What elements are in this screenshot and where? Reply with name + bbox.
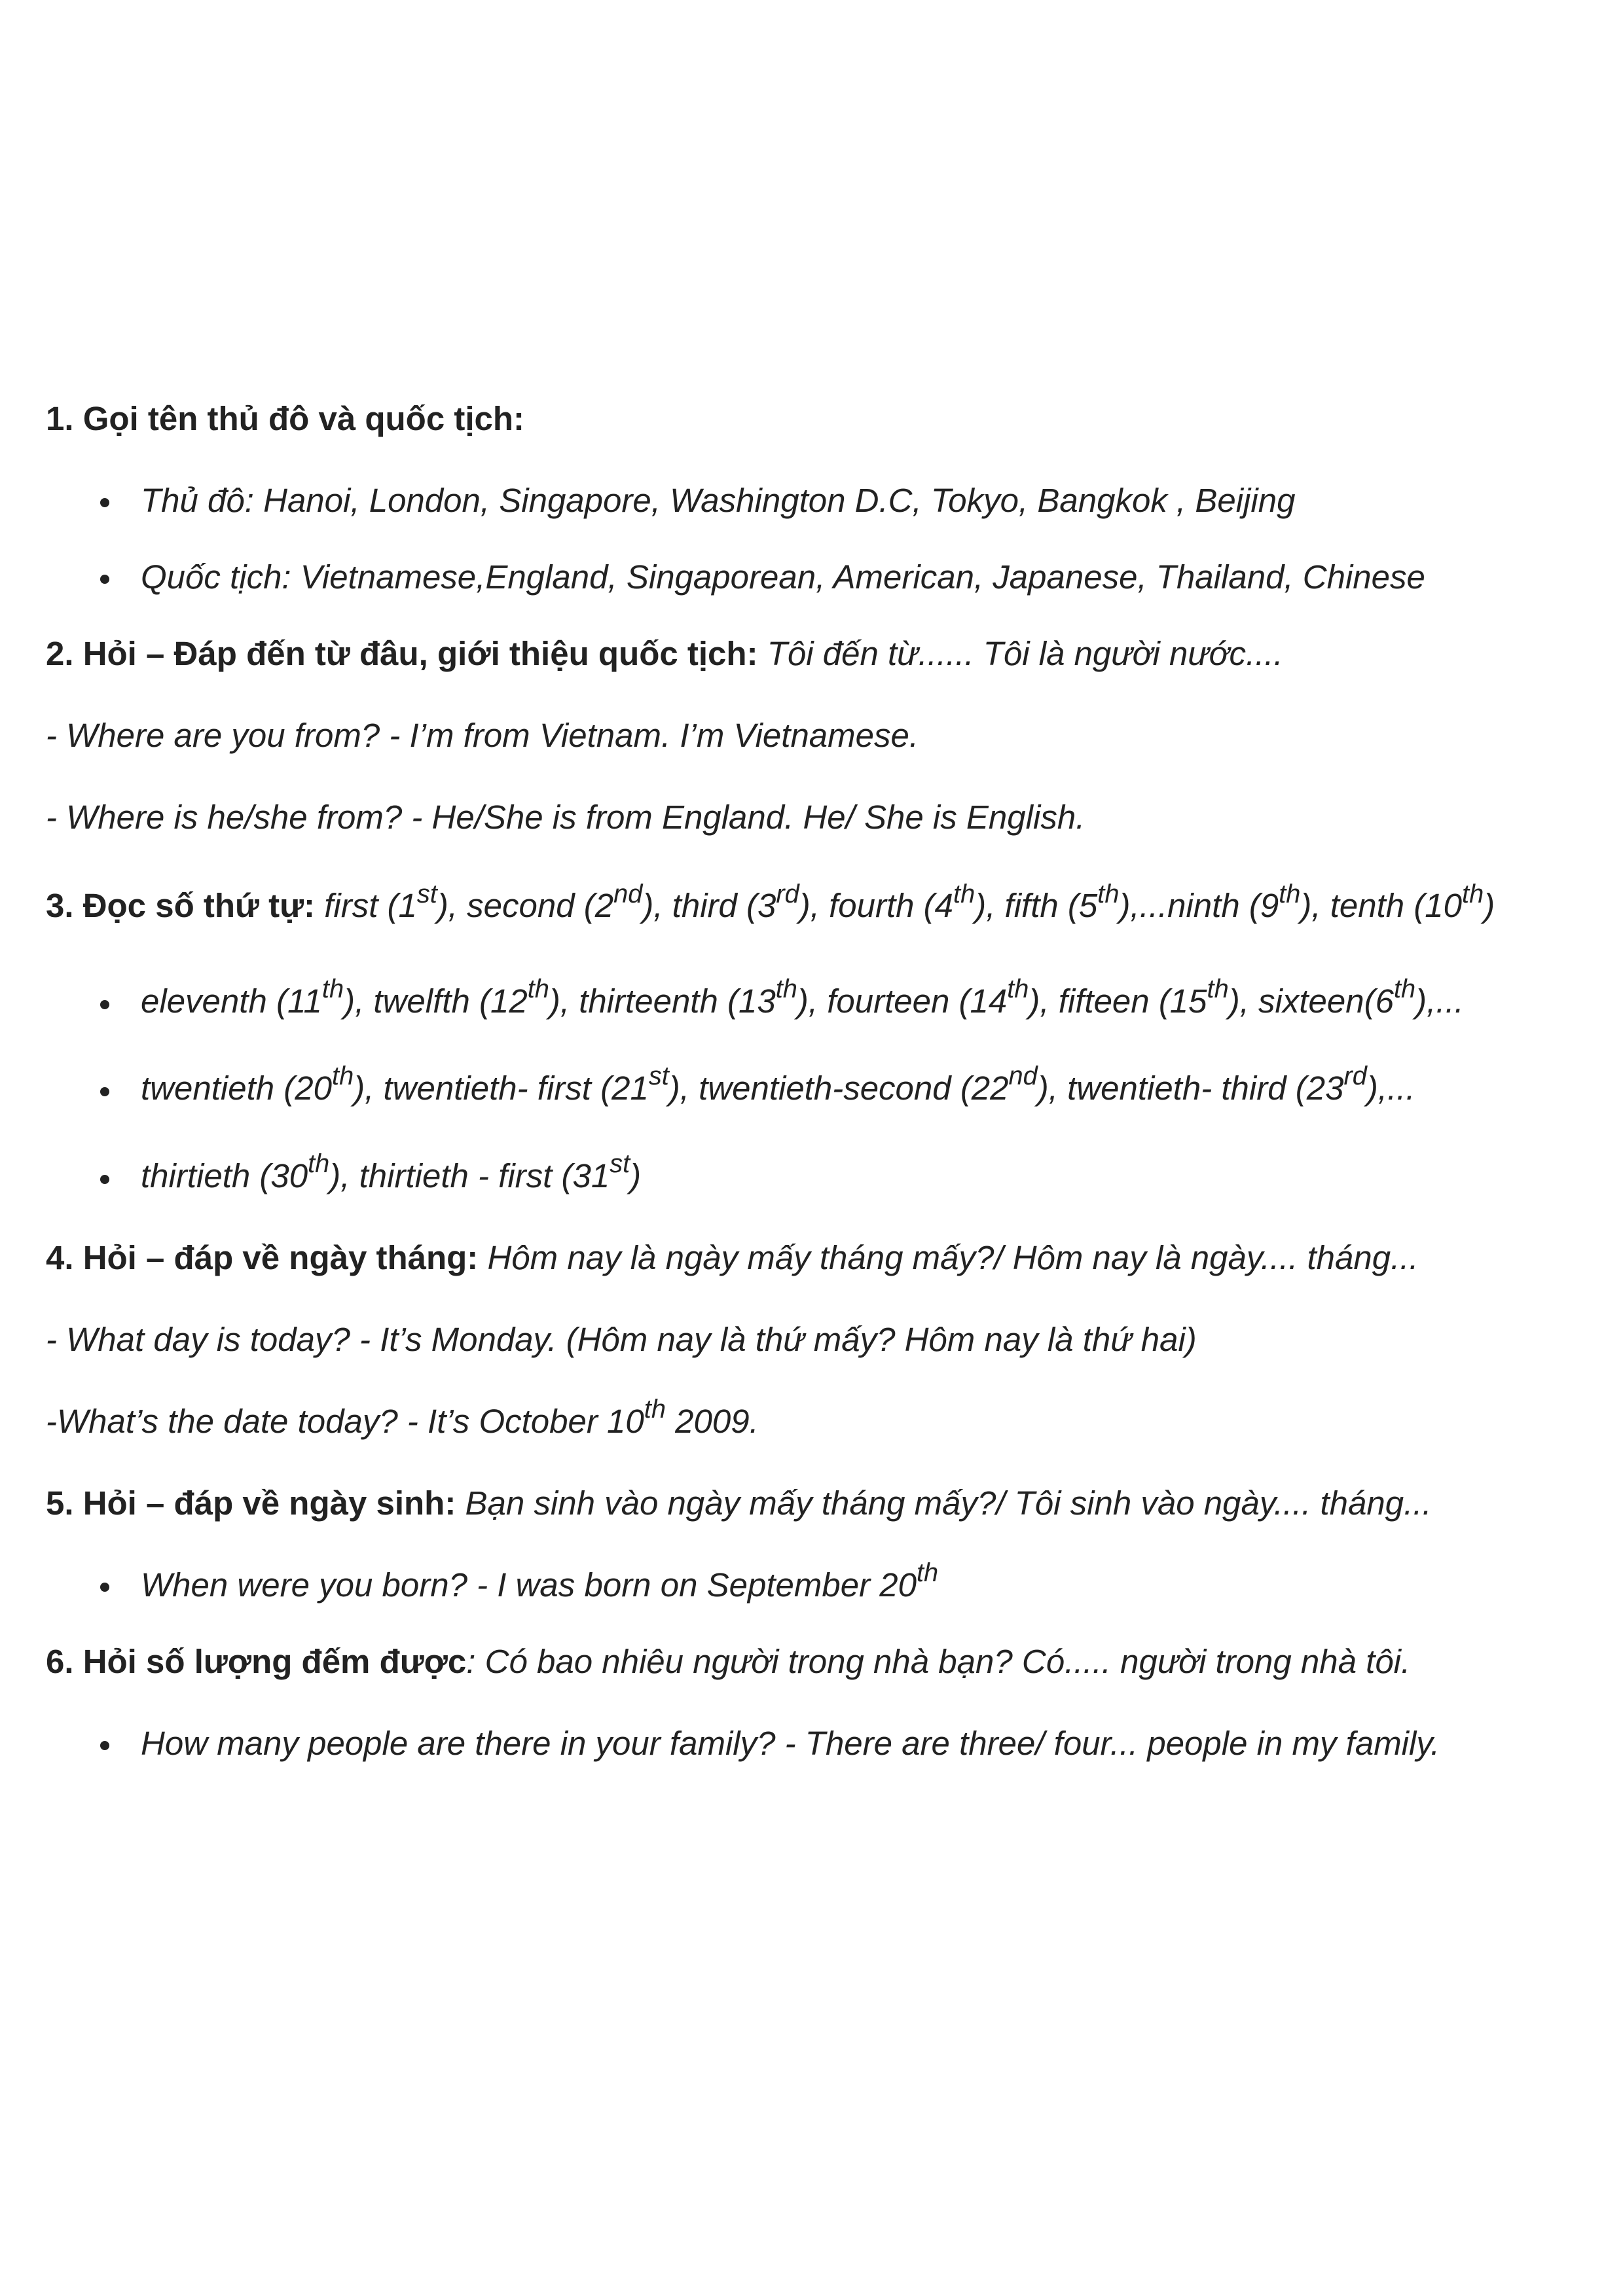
list-item-born: When were you born? - I was born on September 20th <box>141 1559 1571 1611</box>
section-5-heading <box>46 1477 1571 1529</box>
list-item-ordinals-30-31: thirtieth (30th), thirtieth - first (31st) <box>141 1143 1571 1208</box>
section-2-example-1: - Where are you from? - I’m from Vietnam. I’m Vietnamese. <box>46 717 919 755</box>
section-4-example-1: - What day is today? - It’s Monday. (Hôm nay là thứ mấy? Hôm nay là thứ hai) <box>46 1321 1197 1359</box>
section-5-list <box>46 1559 1571 1611</box>
section-1-list <box>46 475 1571 603</box>
section-3-ordinals: first (1st), second (2nd), third (3rd), fourth (4th), fifth (5th),...ninth (9th), tenth (10th) <box>315 879 1495 925</box>
list-item-family: How many people are there in your family? - There are three/ four... people in my family. <box>141 1717 1571 1769</box>
section-3-title: 3. Đọc số thứ tự: <box>46 887 316 925</box>
section-6-heading <box>46 1636 1571 1687</box>
section-2-title: 2. Hỏi – Đáp đến từ đâu, giới thiệu quốc tịch: <box>46 635 758 673</box>
section-1-heading <box>46 393 1571 444</box>
section-5-translation: Bạn sinh vào ngày mấy tháng mấy?/ Tôi sinh vào ngày.... tháng... <box>456 1484 1432 1522</box>
list-item-ordinals-20-23: twentieth (20th), twentieth- first (21st), twentieth-second (22nd), twentieth- third (23rd),... <box>141 1056 1571 1121</box>
list-item-nationalities: Quốc tịch: Vietnamese,England, Singaporean, American, Japanese, Thailand, Chinese <box>141 551 1571 603</box>
section-5-title: 5. Hỏi – đáp về ngày sinh: <box>46 1484 456 1522</box>
section-2-example-2: - Where is he/she from? - He/She is from England. He/ She is English. <box>46 798 1085 836</box>
section-4-translation: Hôm nay là ngày mấy tháng mấy?/ Hôm nay là ngày.... tháng... <box>478 1239 1419 1277</box>
list-item-ordinals-11-16: eleventh (11th), twelfth (12th), thirteenth (13th), fourteen (14th), fifteen (15th), sixteen(6th),... <box>141 969 1571 1033</box>
list-item-capitals: Thủ đô: Hanoi, London, Singapore, Washington D.C, Tokyo, Bangkok , Beijing <box>141 475 1571 526</box>
document-body <box>46 393 1571 1794</box>
section-6-title: 6. Hỏi số lượng đếm được <box>46 1643 467 1681</box>
section-3-list <box>46 969 1571 1208</box>
section-6-translation: : Có bao nhiêu người trong nhà bạn? Có..... người trong nhà tôi. <box>466 1643 1411 1681</box>
section-1-title: 1. Gọi tên thủ đô và quốc tịch: <box>46 400 525 437</box>
section-4-example-2: -What’s the date today? - It’s October 10th 2009. <box>46 1395 759 1441</box>
section-2-translation: Tôi đến từ...... Tôi là người nước.... <box>757 635 1283 673</box>
section-2-heading <box>46 628 1571 679</box>
section-3-heading <box>46 873 1571 938</box>
section-4-title: 4. Hỏi – đáp về ngày tháng: <box>46 1239 479 1277</box>
section-6-list <box>46 1717 1571 1769</box>
section-4-heading <box>46 1232 1571 1283</box>
